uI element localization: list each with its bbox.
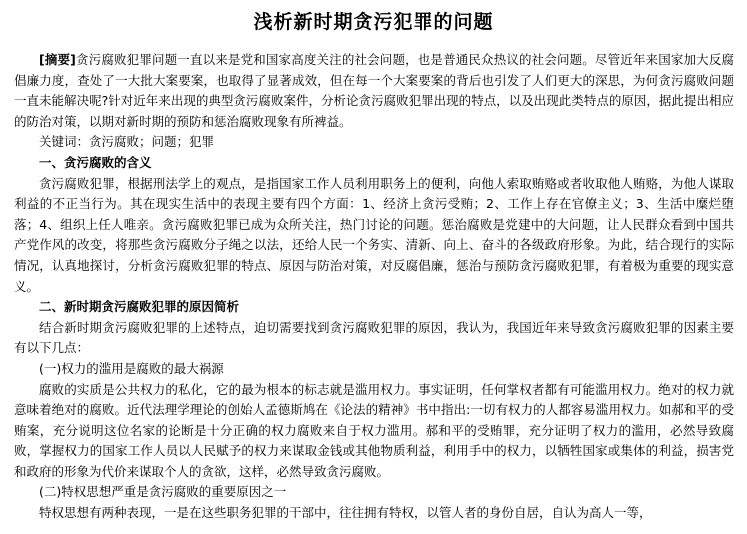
- subsection2-heading: (二)特权思想严重是贪污腐败的重要原因之一: [39, 484, 287, 500]
- section1-heading: 一、贪污腐败的含义: [39, 154, 152, 170]
- keywords-line: 关键词：贪污腐败；问题；犯罪: [39, 134, 215, 150]
- abstract-label: [摘要]: [39, 52, 76, 67]
- abstract-text: 贪污腐败犯罪问题一直以来是党和国家高度关注的社会问题，也是普通民众热议的社会问题。尽管近年来国家加大反腐倡廉力度，查处了一大批大案要案，也取得了显著成效，但在每一个大案要案的背后也引发了人们更大的深思，为何贪污腐败问题一直未能解决呢?针对近年来出现的典型贪污腐败案件，分析论贪污腐败犯罪出现的特点，以及出现此类特点的原因，据此提出相应的防治对策，以期对新时期的预防和惩治腐败现象有所裨益。: [14, 52, 734, 129]
- subsection1-paragraph: 腐败的实质是公共权力的私化，它的最为根本的标志就是滥用权力。事实证明，任何掌权者都有可能滥用权力。绝对的权力就意味着绝对的腐败。近代法理学理论的创始人孟德斯鸠在《论法的精神》书中指出:一切有权力的人都容易滥用权力。如郝和平的受贿案，充分说明这位名家的论断是十分正确的权力腐败来自于权力滥用。郝和平的受贿罪，充分证明了权力的滥用，必然导致腐败，掌握权力的国家工作人员以人民赋予的权力来谋取金钱或其他物质利益，利用手中的权力，以牺牲国家或集体的利益，损害党和政府的形象为代价来谋取个人的贪欲，这样，必然导致贪污腐败。: [14, 381, 734, 479]
- section2-heading: 二、新时期贪污腐败犯罪的原因简析: [39, 299, 240, 315]
- document-title: 浅析新时期贪污犯罪的问题: [253, 11, 494, 33]
- section2-intro-paragraph: 结合新时期贪污腐败犯罪的上述特点，迫切需要找到贪污腐败犯罪的原因，我认为，我国近年来导致贪污腐败犯罪的因素主要有以下几点：: [14, 319, 734, 356]
- subsection2-paragraph: 特权思想有两种表现，一是在这些职务犯罪的干部中，往往拥有特权，以管人者的身份自居，自认为高人一等，: [39, 505, 652, 521]
- abstract-paragraph: [14, 50, 734, 132]
- subsection1-heading: (一)权力的滥用是腐败的最大祸源: [39, 360, 224, 376]
- section1-paragraph: 贪污腐败犯罪，根据刑法学上的观点，是指国家工作人员利用职务上的便利，向他人索取贿赂或者收取他人贿赂，为他人谋取利益的不正当行为。其在现实生活中的表现主要有四个方面：1、经济上贪污受贿；2、工作上存在官僚主义；3、生活中糜烂堕落；4、组织上任人唯亲。贪污腐败犯罪已成为众所关注，热门讨论的问题。惩治腐败是党建中的大问题，让人民群众看到中国共产党作风的改变，将那些贪污腐败分子绳之以法，还给人民一个务实、清新、向上、奋斗的各级政府形象。为此，结合现行的实际情况，认真地探讨，分析贪污腐败犯罪的特点、原因与防治对策，对反腐倡廉，惩治与预防贪污腐败犯罪，有着极为重要的现实意义。: [14, 175, 734, 294]
- document-body: [14, 50, 734, 524]
